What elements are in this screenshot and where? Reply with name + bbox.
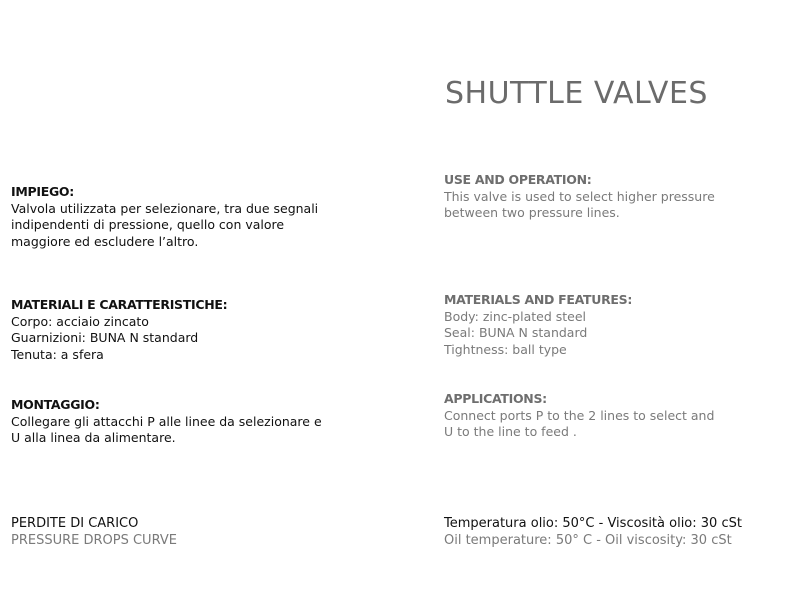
temperature-it: Temperatura olio: 50°C - Viscosità olio: 30 cSt — [444, 516, 742, 531]
temperature-section — [444, 516, 742, 549]
impiego-line: Valvola utilizzata per selezionare, tra due segnali — [11, 200, 319, 216]
montaggio-heading: MONTAGGIO: — [11, 397, 100, 412]
montaggio-line: U alla linea da alimentare. — [11, 430, 176, 445]
montaggio-line: Collegare gli attacchi P alle linee da selezionare e — [11, 413, 322, 429]
use-heading: USE AND OPERATION: — [444, 172, 592, 187]
pressure-drops-label: PRESSURE DROPS CURVE — [11, 532, 178, 548]
use-line: between two pressure lines. — [444, 205, 620, 220]
materiali-line: Corpo: acciaio zincato — [11, 313, 149, 329]
applications-line: U to the line to feed . — [444, 424, 577, 439]
pressure-drops-caption — [11, 516, 177, 549]
impiego-line: indipendenti di pressione, quello con valore — [11, 217, 285, 232]
materials-line: Body: zinc-plated steel — [444, 308, 587, 324]
materiali-line: Guarnizioni: BUNA N standard — [11, 330, 199, 345]
impiego-line: maggiore ed escludere l’altro. — [11, 233, 199, 249]
applications-section — [444, 391, 714, 441]
materials-line: Tightness: ball type — [444, 341, 567, 357]
materials-section — [444, 292, 632, 358]
impiego-heading: IMPIEGO: — [11, 184, 74, 199]
applications-heading: APPLICATIONS: — [444, 391, 547, 406]
use-section — [444, 172, 715, 222]
use-line: This valve is used to select higher pressure — [444, 188, 715, 204]
materiali-line: Tenuta: a sfera — [11, 346, 104, 362]
materials-heading: MATERIALS AND FEATURES: — [444, 292, 633, 307]
perdite-label: PERDITE DI CARICO — [11, 516, 139, 531]
applications-line: Connect ports P to the 2 lines to select and — [444, 407, 715, 423]
temperature-en: Oil temperature: 50° C - Oil viscosity: 30 cSt — [444, 532, 732, 548]
materiali-section — [11, 297, 227, 363]
materials-line: Seal: BUNA N standard — [444, 325, 588, 340]
page-title: SHUTTLE VALVES — [445, 76, 708, 111]
montaggio-section — [11, 397, 322, 447]
impiego-section — [11, 184, 318, 250]
materiali-heading: MATERIALI E CARATTERISTICHE: — [11, 297, 228, 312]
